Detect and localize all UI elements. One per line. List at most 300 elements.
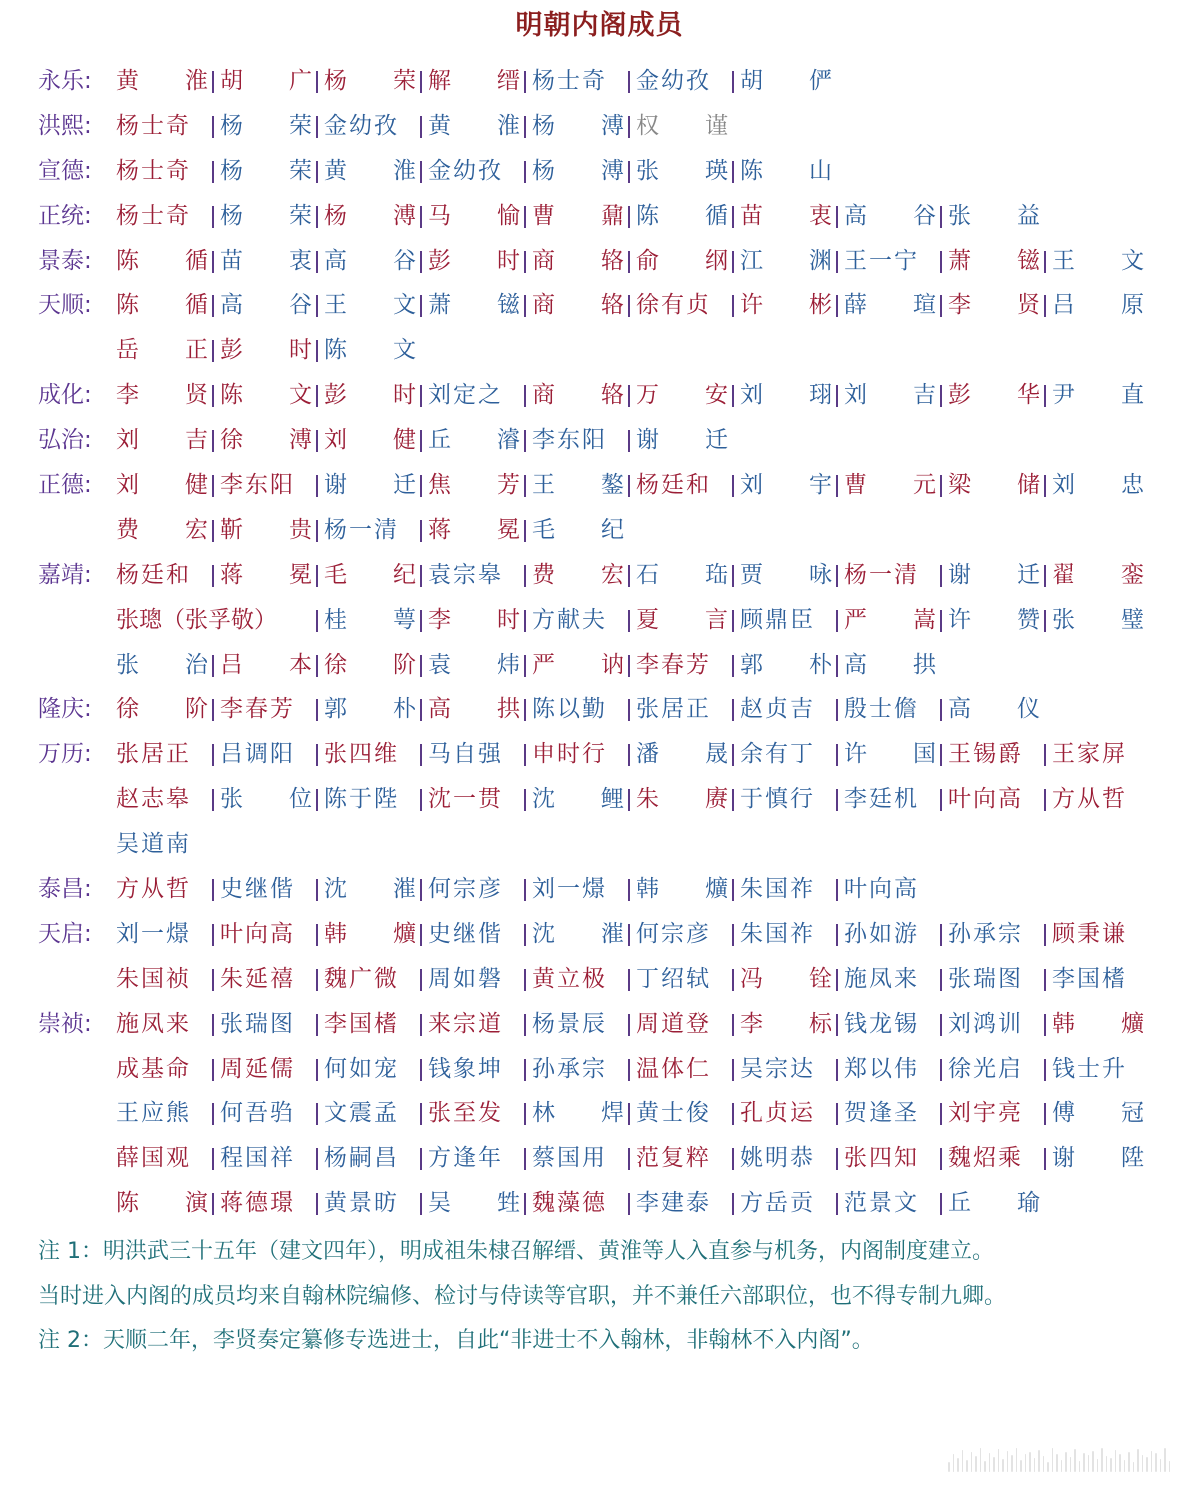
era-label: 宣德: <box>38 157 92 184</box>
name-separator <box>212 699 214 721</box>
member-name: 彭 时 <box>220 337 312 364</box>
watermark-bar <box>1169 1461 1171 1472</box>
member-name: 张居正 <box>116 741 191 768</box>
era-label: 万历: <box>38 741 92 768</box>
member-name: 黄 淮 <box>428 112 520 139</box>
member-name: 吴道南 <box>116 831 191 858</box>
member-name: 李东阳 <box>532 427 607 454</box>
member-name: 朱国祯 <box>116 965 191 992</box>
member-name: 金幼孜 <box>324 112 399 139</box>
name-separator <box>316 340 318 362</box>
name-separator <box>1044 475 1046 497</box>
member-name: 叶向高 <box>948 786 1023 813</box>
watermark-bar <box>1056 1454 1058 1472</box>
member-name: 来宗道 <box>428 1010 503 1037</box>
name-separator <box>524 161 526 183</box>
name-separator <box>1044 385 1046 407</box>
member-name: 张居正 <box>636 696 711 723</box>
name-separator <box>836 789 838 811</box>
name-separator <box>420 161 422 183</box>
name-separator <box>420 610 422 632</box>
member-name: 钱象坤 <box>428 1055 503 1082</box>
name-separator <box>732 161 734 183</box>
name-separator <box>628 116 630 138</box>
member-name: 赵贞吉 <box>740 696 815 723</box>
name-separator <box>836 1193 838 1215</box>
name-separator <box>940 475 942 497</box>
member-name: 胡 广 <box>220 68 312 94</box>
name-separator <box>836 1059 838 1081</box>
member-name: 黄士俊 <box>636 1100 711 1127</box>
member-name: 高 拱 <box>428 696 520 723</box>
name-separator <box>524 969 526 991</box>
name-separator <box>420 744 422 766</box>
member-name: 杨 荣 <box>220 202 312 229</box>
member-name: 吴宗达 <box>740 1055 815 1082</box>
member-name: 毛 纪 <box>532 516 624 543</box>
name-separator <box>732 924 734 946</box>
member-name: 许 彬 <box>740 292 832 319</box>
member-name: 钱龙锡 <box>844 1010 919 1037</box>
member-name: 萧 镃 <box>428 292 520 319</box>
watermark-bar <box>1038 1450 1040 1472</box>
name-separator <box>836 475 838 497</box>
member-name: 商 辂 <box>532 247 624 274</box>
member-name: 钱士升 <box>1052 1055 1127 1082</box>
member-name: 杨廷和 <box>636 472 711 499</box>
member-name: 陈 文 <box>324 337 416 364</box>
member-name: 费 宏 <box>116 516 208 543</box>
member-name: 韩 爌 <box>636 876 728 903</box>
era-row <box>0 59 1199 104</box>
name-separator <box>732 744 734 766</box>
member-name: 范景文 <box>844 1190 919 1217</box>
name-separator <box>732 251 734 273</box>
name-separator <box>212 430 214 452</box>
member-name: 彭 时 <box>324 382 416 409</box>
name-separator <box>316 475 318 497</box>
member-name: 彭 时 <box>428 247 520 274</box>
member-name: 李 时 <box>428 606 520 633</box>
name-separator <box>732 385 734 407</box>
name-separator <box>316 699 318 721</box>
member-name: 杨士奇 <box>116 157 191 184</box>
name-separator <box>316 430 318 452</box>
member-name: 张 璧 <box>1052 606 1144 633</box>
name-separator <box>836 1148 838 1170</box>
member-name: 潘 晟 <box>636 741 728 768</box>
member-name: 商 辂 <box>532 382 624 409</box>
member-name: 张璁（张孚敬） <box>116 606 277 633</box>
member-name: 蒋德璟 <box>220 1190 295 1217</box>
name-separator <box>524 251 526 273</box>
member-name: 费 宏 <box>532 561 624 588</box>
member-name: 朱延禧 <box>220 965 295 992</box>
member-name: 成基命 <box>116 1055 191 1082</box>
era-label: 天启: <box>38 920 92 947</box>
name-separator <box>316 924 318 946</box>
name-separator <box>628 924 630 946</box>
member-name: 彭 华 <box>948 382 1040 409</box>
watermark-bar <box>948 1462 950 1472</box>
member-name: 蔡国用 <box>532 1145 607 1172</box>
watermark-bar <box>971 1452 973 1472</box>
member-name: 谢 陞 <box>1052 1145 1144 1172</box>
member-name: 程国祥 <box>220 1145 295 1172</box>
member-name: 吕调阳 <box>220 741 295 768</box>
member-name: 徐有贞 <box>636 292 711 319</box>
member-name: 魏炤乘 <box>948 1145 1023 1172</box>
member-name: 赵志皋 <box>116 786 191 813</box>
name-separator <box>420 295 422 317</box>
era-label: 天顺: <box>38 292 92 319</box>
member-name: 魏藻德 <box>532 1190 607 1217</box>
name-separator <box>628 744 630 766</box>
watermark-bar <box>1074 1449 1076 1472</box>
era-row <box>0 373 1199 418</box>
member-name: 胡 俨 <box>740 68 832 94</box>
member-name: 吕 原 <box>1052 292 1144 319</box>
era-row <box>0 104 1199 149</box>
name-separator <box>628 71 630 93</box>
name-separator <box>940 789 942 811</box>
era-label: 正统: <box>38 202 92 229</box>
watermark-bar <box>957 1458 959 1472</box>
member-name: 王锡爵 <box>948 741 1023 768</box>
name-separator <box>836 744 838 766</box>
member-name: 谢 迁 <box>636 427 728 454</box>
name-separator <box>628 655 630 677</box>
name-separator <box>836 251 838 273</box>
member-name: 于慎行 <box>740 786 815 813</box>
member-name: 王应熊 <box>116 1100 191 1127</box>
member-name: 方从哲 <box>1052 786 1127 813</box>
member-name: 张 瑛 <box>636 157 728 184</box>
name-separator <box>940 1193 942 1215</box>
member-name: 袁 炜 <box>428 651 520 678</box>
name-separator <box>628 789 630 811</box>
name-separator <box>316 1059 318 1081</box>
member-name: 郑以伟 <box>844 1055 919 1082</box>
name-separator <box>940 1103 942 1125</box>
member-name: 张四知 <box>844 1145 919 1172</box>
name-separator <box>628 161 630 183</box>
member-name: 刘鸿训 <box>948 1010 1023 1037</box>
member-name: 郭 朴 <box>324 696 416 723</box>
name-separator <box>628 1059 630 1081</box>
name-separator <box>1044 924 1046 946</box>
era-row <box>0 957 1199 1002</box>
name-separator <box>316 71 318 93</box>
name-separator <box>316 1193 318 1215</box>
member-name: 朱 赓 <box>636 786 728 813</box>
member-name: 魏广微 <box>324 965 399 992</box>
member-name: 萧 镃 <box>948 247 1040 274</box>
member-name: 李国榰 <box>324 1010 399 1037</box>
member-name: 方献夫 <box>532 606 607 633</box>
member-name: 贺逢圣 <box>844 1100 919 1127</box>
name-separator <box>420 251 422 273</box>
name-separator <box>212 1103 214 1125</box>
member-name: 周道登 <box>636 1010 711 1037</box>
member-name: 曹 元 <box>844 472 936 499</box>
name-separator <box>524 385 526 407</box>
watermark-bar <box>953 1454 955 1472</box>
name-separator <box>836 699 838 721</box>
name-separator <box>420 655 422 677</box>
name-separator <box>836 879 838 901</box>
member-name: 蒋 冕 <box>428 516 520 543</box>
name-separator <box>316 385 318 407</box>
era-label: 洪熙: <box>38 112 92 139</box>
name-separator <box>316 295 318 317</box>
member-name: 温体仁 <box>636 1055 711 1082</box>
watermark-bar <box>1097 1459 1099 1472</box>
name-separator <box>836 969 838 991</box>
member-name: 朱国祚 <box>740 876 815 903</box>
member-name: 陈以勤 <box>532 696 607 723</box>
member-name: 韩 爌 <box>324 920 416 947</box>
name-separator <box>940 385 942 407</box>
member-name: 高 仪 <box>948 696 1040 723</box>
era-label: 弘治: <box>38 427 92 454</box>
watermark-bar <box>1142 1455 1144 1472</box>
member-name: 靳 贵 <box>220 516 312 543</box>
name-separator <box>316 744 318 766</box>
name-separator <box>1044 744 1046 766</box>
member-name: 林 焊 <box>532 1100 624 1127</box>
watermark-bar <box>1029 1452 1031 1472</box>
name-separator <box>212 340 214 362</box>
name-separator <box>420 699 422 721</box>
member-name: 黄景昉 <box>324 1190 399 1217</box>
watermark-bar <box>1025 1454 1027 1472</box>
member-name: 焦 芳 <box>428 472 520 499</box>
name-separator <box>420 879 422 901</box>
member-name: 江 渊 <box>740 247 832 274</box>
member-name: 叶向高 <box>844 876 919 903</box>
name-separator <box>940 1014 942 1036</box>
name-separator <box>316 520 318 542</box>
member-name: 张瑞图 <box>220 1010 295 1037</box>
member-name: 刘 忠 <box>1052 472 1144 499</box>
name-separator <box>524 565 526 587</box>
name-separator <box>732 565 734 587</box>
member-name: 杨士奇 <box>116 112 191 139</box>
member-name: 冯 铨 <box>740 965 832 992</box>
member-name: 李国榰 <box>1052 965 1127 992</box>
name-separator <box>524 789 526 811</box>
name-separator <box>524 610 526 632</box>
watermark-bar <box>962 1450 964 1472</box>
era-label: 成化: <box>38 382 92 409</box>
member-name: 徐 阶 <box>116 696 208 723</box>
name-separator <box>316 655 318 677</box>
name-separator <box>836 385 838 407</box>
member-name: 李 贤 <box>116 382 208 409</box>
watermark-bar <box>1146 1457 1148 1472</box>
member-name: 沈 漼 <box>324 876 416 903</box>
member-name: 苗 衷 <box>740 202 832 229</box>
member-name: 黄 淮 <box>116 68 208 94</box>
name-separator <box>524 1193 526 1215</box>
member-name: 孔贞运 <box>740 1100 815 1127</box>
name-separator <box>732 475 734 497</box>
member-name: 张 益 <box>948 202 1040 229</box>
member-name: 刘 吉 <box>844 382 936 409</box>
member-name: 陈 循 <box>116 292 208 319</box>
member-name: 施凤来 <box>844 965 919 992</box>
watermark-bar <box>1047 1462 1049 1472</box>
watermark-bar <box>1124 1460 1126 1472</box>
watermark-bar <box>1061 1460 1063 1472</box>
era-label: 景泰: <box>38 247 92 274</box>
name-separator <box>420 565 422 587</box>
name-separator <box>420 430 422 452</box>
watermark-bar <box>1119 1454 1121 1472</box>
member-name: 施凤来 <box>116 1010 191 1037</box>
era-label: 泰昌: <box>38 876 92 903</box>
member-name: 刘 吉 <box>116 427 208 454</box>
name-separator <box>732 1014 734 1036</box>
name-separator <box>628 610 630 632</box>
watermark-bar <box>1101 1448 1103 1472</box>
name-separator <box>628 206 630 228</box>
member-name: 李春芳 <box>636 651 711 678</box>
member-name: 沈一贯 <box>428 786 503 813</box>
member-name: 朱国祚 <box>740 920 815 947</box>
name-separator <box>524 475 526 497</box>
era-row <box>0 328 1199 373</box>
member-name: 梁 储 <box>948 472 1040 499</box>
name-separator <box>628 475 630 497</box>
name-separator <box>524 655 526 677</box>
name-separator <box>524 295 526 317</box>
era-row <box>0 1091 1199 1136</box>
name-separator <box>628 430 630 452</box>
name-separator <box>628 969 630 991</box>
name-separator <box>212 475 214 497</box>
name-separator <box>836 1014 838 1036</box>
member-name: 徐 溥 <box>220 427 312 454</box>
member-name: 张 治 <box>116 651 208 678</box>
member-name: 杨廷和 <box>116 561 191 588</box>
member-name: 刘 宇 <box>740 472 832 499</box>
member-name: 申时行 <box>532 741 607 768</box>
name-separator <box>1044 565 1046 587</box>
member-name: 丘 瑜 <box>948 1190 1040 1217</box>
watermark-bar <box>1002 1459 1004 1472</box>
watermark-bar <box>966 1460 968 1472</box>
name-separator <box>420 116 422 138</box>
name-separator <box>212 655 214 677</box>
member-name: 吕 本 <box>220 651 312 678</box>
name-separator <box>628 385 630 407</box>
name-separator <box>212 969 214 991</box>
name-separator <box>212 251 214 273</box>
member-name: 杨一清 <box>844 561 919 588</box>
member-name: 金幼孜 <box>428 157 503 184</box>
member-name: 孙承宗 <box>532 1055 607 1082</box>
member-name: 沈 鲤 <box>532 786 624 813</box>
era-row <box>0 598 1199 643</box>
watermark-bar <box>1011 1455 1013 1472</box>
member-name: 韩 爌 <box>1052 1010 1144 1037</box>
name-separator <box>212 565 214 587</box>
name-separator <box>212 520 214 542</box>
name-separator <box>524 1014 526 1036</box>
era-label: 嘉靖: <box>38 561 92 588</box>
name-separator <box>836 1103 838 1125</box>
member-name: 杨一清 <box>324 516 399 543</box>
name-separator <box>732 969 734 991</box>
name-separator <box>212 1059 214 1081</box>
watermark-bar <box>1151 1451 1153 1472</box>
member-name: 李春芳 <box>220 696 295 723</box>
member-name: 陈 演 <box>116 1190 208 1217</box>
member-name: 贾 咏 <box>740 561 832 588</box>
name-separator <box>316 789 318 811</box>
name-separator <box>212 879 214 901</box>
name-separator <box>316 116 318 138</box>
member-name: 刘一燝 <box>116 920 191 947</box>
era-row <box>0 418 1199 463</box>
member-name: 杨士奇 <box>116 202 191 229</box>
member-name: 刘一燝 <box>532 876 607 903</box>
name-separator <box>732 789 734 811</box>
name-separator <box>212 1148 214 1170</box>
name-separator <box>1044 1014 1046 1036</box>
watermark-bar <box>993 1457 995 1472</box>
member-name: 何吾驺 <box>220 1100 295 1127</box>
name-separator <box>420 475 422 497</box>
member-name: 王 鏊 <box>532 472 624 499</box>
era-row <box>0 149 1199 194</box>
name-separator <box>732 655 734 677</box>
member-name: 刘 健 <box>324 427 416 454</box>
name-separator <box>524 744 526 766</box>
name-separator <box>836 924 838 946</box>
name-separator <box>212 295 214 317</box>
member-name: 何如宠 <box>324 1055 399 1082</box>
name-separator <box>940 1148 942 1170</box>
era-row <box>0 463 1199 508</box>
member-name: 许 赞 <box>948 606 1040 633</box>
member-name: 何宗彦 <box>428 876 503 903</box>
era-row <box>0 822 1199 867</box>
name-separator <box>940 1059 942 1081</box>
member-name: 刘定之 <box>428 382 503 409</box>
member-name: 傅 冠 <box>1052 1100 1144 1127</box>
member-name: 王一宁 <box>844 247 919 274</box>
member-name: 严 嵩 <box>844 606 936 633</box>
member-name: 马 愉 <box>428 202 520 229</box>
member-name: 殷士儋 <box>844 696 919 723</box>
name-separator <box>1044 610 1046 632</box>
era-row <box>0 1136 1199 1181</box>
name-separator <box>732 1193 734 1215</box>
watermark-bar <box>1115 1450 1117 1472</box>
member-name: 孙如游 <box>844 920 919 947</box>
name-separator <box>628 295 630 317</box>
member-name: 丁绍轼 <box>636 965 711 992</box>
name-separator <box>316 610 318 632</box>
name-separator <box>212 1193 214 1215</box>
note-1-line-2: 当时进入内阁的成员均来自翰林院编修、检讨与侍读等官职，并不兼任六部职位，也不得专制九卿。 <box>38 1283 1007 1309</box>
name-separator <box>628 699 630 721</box>
name-separator <box>420 1103 422 1125</box>
name-separator <box>732 295 734 317</box>
